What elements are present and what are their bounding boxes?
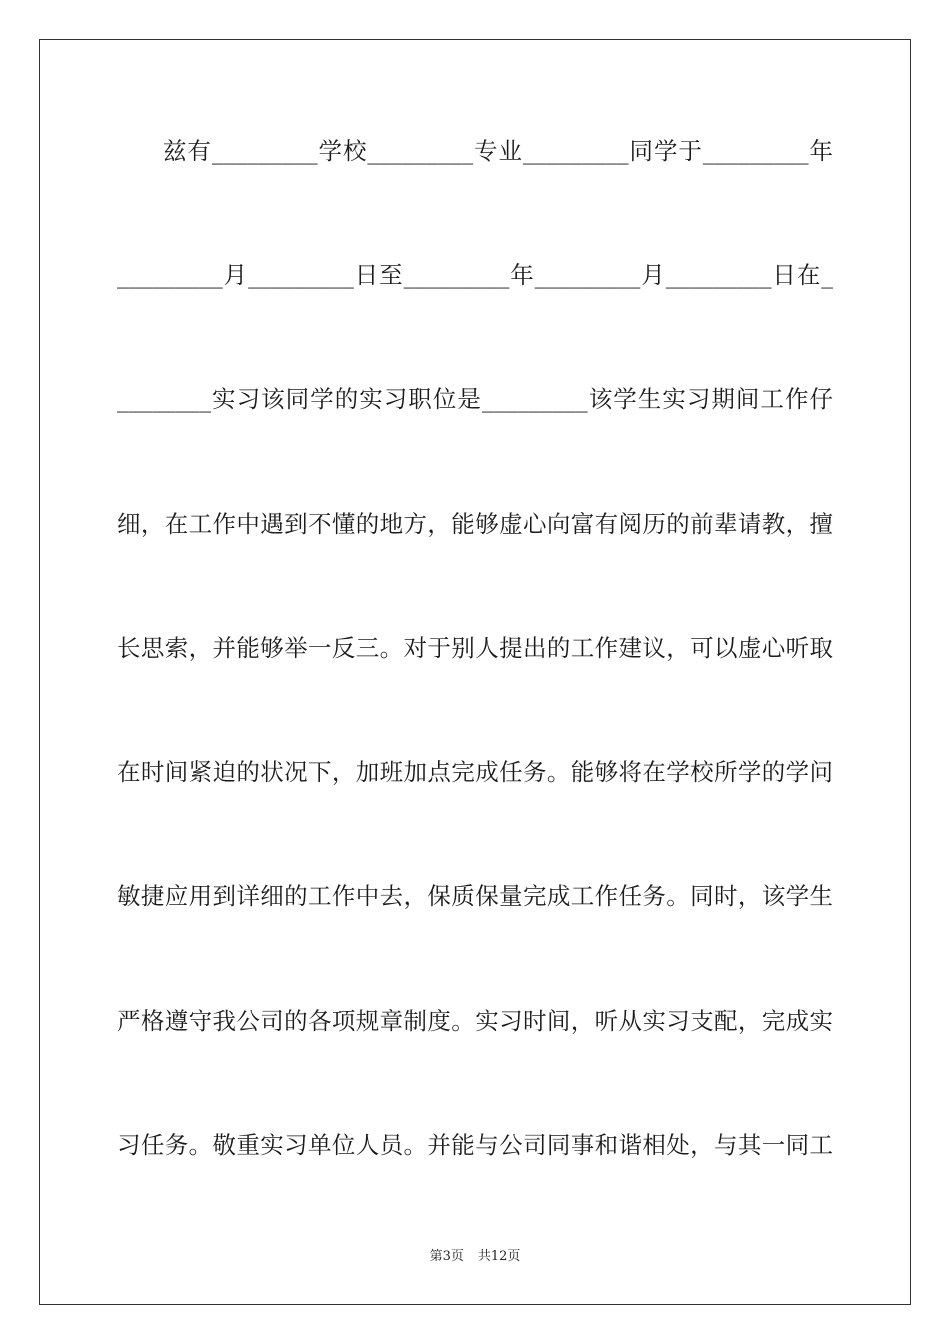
body-line-4: 细，在工作中遇到不懂的地方，能够虚心向富有阅历的前辈请教，擅 — [117, 510, 833, 538]
page-frame — [39, 39, 911, 1305]
page-total: 共12页 — [477, 1249, 521, 1264]
page-footer — [0, 1247, 950, 1267]
body-line-7: 敏捷应用到详细的工作中去，保质保量完成工作任务。同时，该学生 — [117, 882, 833, 910]
body-line-1: 兹有_________学校_________专业_________同学于_________年 — [163, 137, 833, 165]
page-number: 第3页 — [429, 1249, 464, 1264]
body-line-6: 在时间紧迫的状况下，加班加点完成任务。能够将在学校所学的学问 — [117, 758, 833, 786]
body-line-5: 长思索，并能够举一反三。对于别人提出的工作建议，可以虚心听取 — [117, 634, 833, 662]
body-line-9: 习任务。敬重实习单位人员。并能与公司同事和谐相处，与其一同工 — [117, 1131, 833, 1159]
body-line-2: _________月_________日至_________年_________月_________日在_ — [117, 261, 833, 289]
body-line-3: ________实习该同学的实习职位是_________该学生实习期间工作仔 — [117, 385, 833, 413]
body-line-8: 严格遵守我公司的各项规章制度。实习时间，听从实习支配，完成实 — [117, 1007, 833, 1035]
